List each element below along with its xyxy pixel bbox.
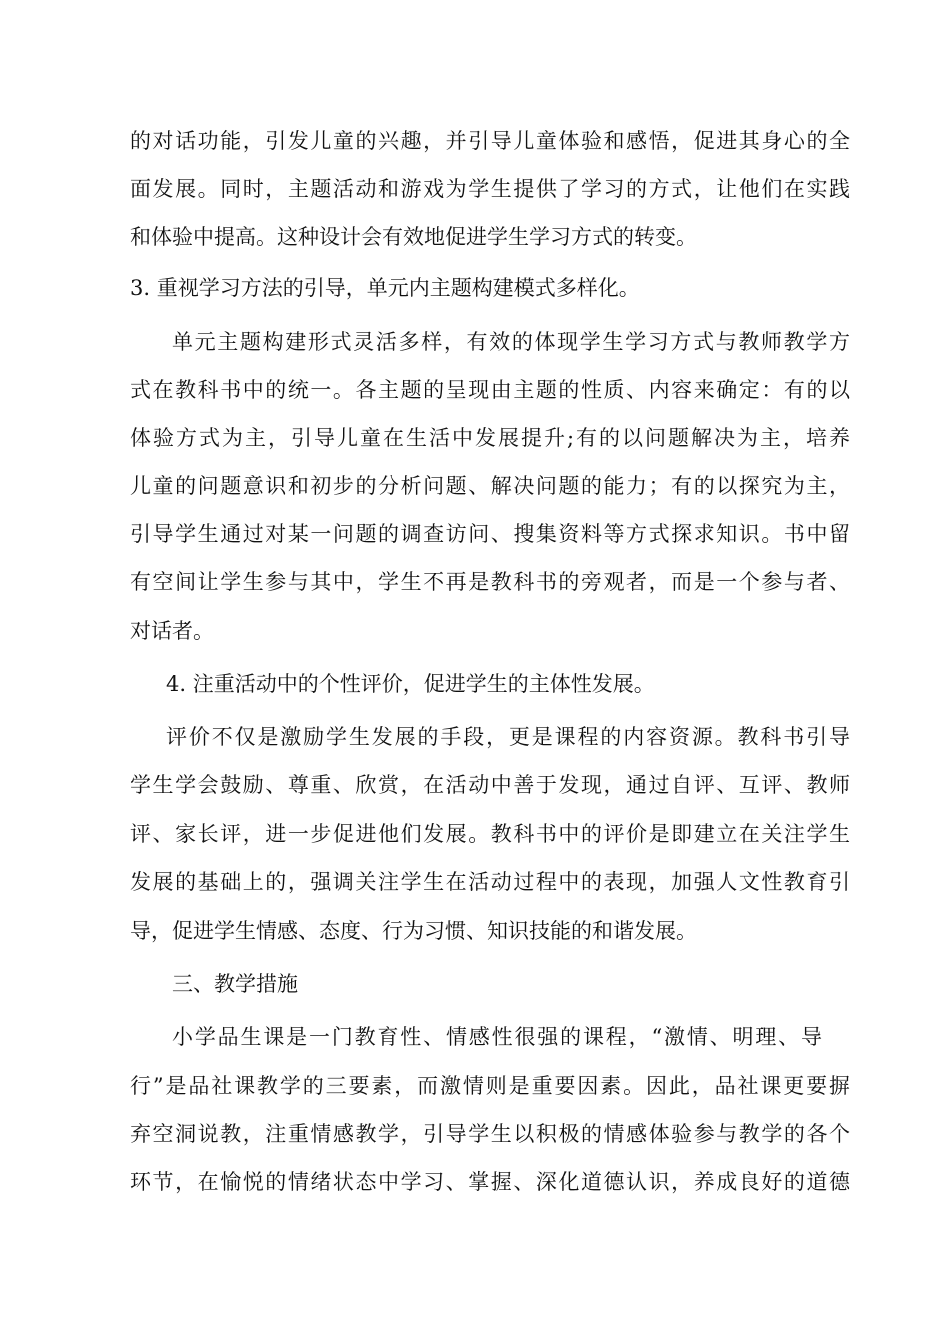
text-line: 小学品生课是一门教育性、情感性很强的课程，“激情、明理、导 xyxy=(172,1025,822,1049)
text-line: 环节，在愉悦的情绪状态中学习、掌握、深化道德认识，养成良好的道德 xyxy=(130,1170,850,1194)
text-line: 对话者。 xyxy=(130,619,214,643)
text-line: 的对话功能，引发儿童的兴趣，并引导儿童体验和感悟，促进其身心的全 xyxy=(130,129,850,153)
text-line: 体验方式为主，引导儿童在生活中发展提升;有的以问题解决为主，培养 xyxy=(130,426,850,450)
text-line: 式在教科书中的统一。各主题的呈现由主题的性质、内容来确定：有的以 xyxy=(130,378,850,402)
text-line: 有空间让学生参与其中，学生不再是教科书的旁观者，而是一个参与者、 xyxy=(130,570,850,594)
text-line: 单元主题构建形式灵活多样，有效的体现学生学习方式与教师教学方 xyxy=(172,330,850,354)
text-line: 儿童的问题意识和初步的分析问题、解决问题的能力；有的以探究为主， xyxy=(130,474,850,498)
text-line: 和体验中提高。这种设计会有效地促进学生学习方式的转变。 xyxy=(130,225,697,249)
text-line: 导，促进学生情感、态度、行为习惯、知识技能的和谐发展。 xyxy=(130,919,697,943)
section-heading: 三、教学措施 xyxy=(172,972,298,996)
list-heading: 3. 重视学习方法的引导，单元内主题构建模式多样化。 xyxy=(130,276,640,300)
text-line: 发展的基础上的，强调关注学生在活动过程中的表现，加强人文性教育引 xyxy=(130,870,850,894)
text-line: 弃空洞说教，注重情感教学，引导学生以积极的情感体验参与教学的各个 xyxy=(130,1122,850,1146)
text-line: 行”是品社课教学的三要素，而激情则是重要因素。因此，品社课更要摒 xyxy=(130,1074,850,1098)
text-line: 面发展。同时，主题活动和游戏为学生提供了学习的方式，让他们在实践 xyxy=(130,177,850,201)
text-line: 引导学生通过对某一问题的调查访问、搜集资料等方式探求知识。书中留 xyxy=(130,522,850,546)
text-line: 评、家长评，进一步促进他们发展。教科书中的评价是即建立在关注学生 xyxy=(130,822,850,846)
list-heading: 4. 注重活动中的个性评价，促进学生的主体性发展。 xyxy=(166,672,655,696)
text-line: 学生学会鼓励、尊重、欣赏，在活动中善于发现，通过自评、互评、教师 xyxy=(130,773,850,797)
text-line: 评价不仅是激励学生发展的手段，更是课程的内容资源。教科书引导 xyxy=(166,725,850,749)
